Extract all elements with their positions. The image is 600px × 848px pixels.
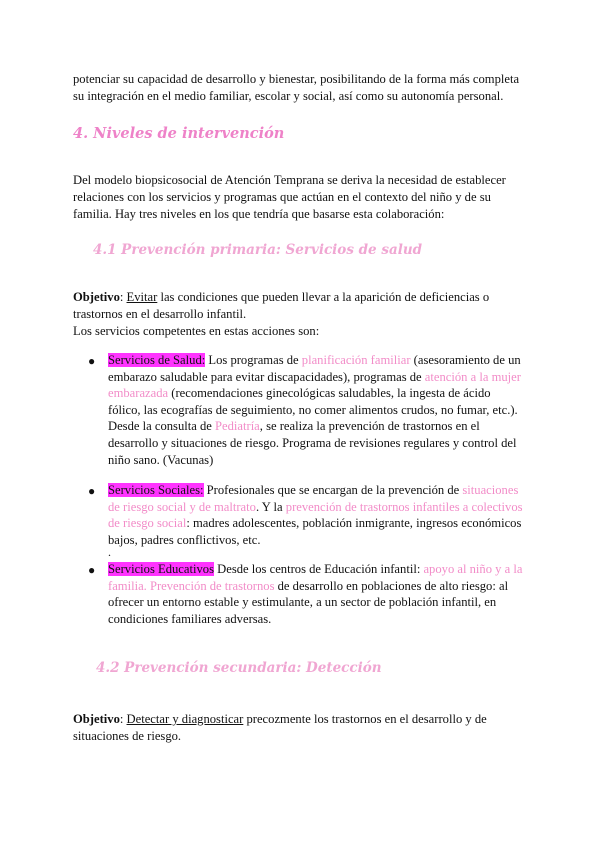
- item-label: Servicios de Salud:: [108, 353, 206, 367]
- objective-text: las condiciones que pueden llevar a la aparición de deficiencias o trastornos en el desarrollo infantil.: [73, 290, 490, 321]
- services-intro: Los servicios competentes en estas acciones son:: [73, 324, 320, 338]
- objective-separator: :: [119, 290, 127, 304]
- item-pink-text: atención a la mujer embarazada: [108, 369, 521, 401]
- objective-label: Objetivo: [73, 712, 120, 726]
- list-item-servicios-educativos: [108, 561, 526, 627]
- item-pink-text: Pediatría: [215, 419, 260, 434]
- objective-text: precozmente los trastornos en el desarrollo y de situaciones de riesgo.: [73, 712, 487, 743]
- list-item-servicios-salud: [108, 352, 526, 468]
- section-heading-4-1: 4.1 Prevención primaria: Servicios de salud: [93, 242, 423, 258]
- item-text: Profesionales que se encargan de la prevención de: [203, 483, 463, 497]
- item-pink-text: prevención de trastornos infantiles a colectivos de riesgo social: [108, 499, 523, 531]
- item-text: : madres adolescentes, población inmigrante, ingresos económicos bajos, padres conflictivos, etc.: [108, 516, 522, 547]
- bullet-icon: ●: [88, 563, 96, 577]
- list-item-servicios-sociales: [108, 482, 526, 548]
- objective-separator: :: [119, 712, 127, 726]
- section-heading-4: 4. Niveles de intervención: [73, 125, 285, 142]
- item-pink-text: situaciones de riesgo social y de maltrato: [108, 483, 519, 514]
- item-text: (asesoramiento de un embarazo saludable para evitar discapacidades), programas de: [108, 353, 521, 384]
- objective-label: Objetivo: [73, 290, 120, 304]
- item-label: Servicios Educativos: [108, 562, 214, 576]
- item-text: Desde los centros de Educación infantil:: [213, 562, 424, 576]
- item-pink-text: planificación familiar: [301, 353, 411, 367]
- item-text: . Y la: [255, 499, 286, 514]
- item-text: (recomendaciones ginecológicas saludables, la ingesta de ácido fólico, las ecografías de seguimiento, no comer alimentos crudos, no fumar, etc.). Desde la consulta de: [108, 386, 518, 434]
- bullet-icon: ●: [88, 354, 96, 368]
- objective-4-1: [73, 289, 528, 340]
- item-label: Servicios Sociales:: [108, 483, 204, 497]
- bullet-icon: ●: [88, 484, 96, 498]
- objective-4-2: [73, 711, 528, 745]
- item-text: Los programas de: [205, 353, 302, 367]
- stray-dot: .: [108, 545, 111, 559]
- section-heading-4-2: 4.2 Prevención secundaria: Detección: [96, 660, 382, 676]
- item-pink-text: apoyo al niño y a la familia. Prevención de trastornos: [108, 562, 523, 593]
- item-text: de desarrollo en poblaciones de alto riesgo: al ofrecer un entorno estable y estimulante, a un sector de población infantil, en condiciones familiares adversas.: [108, 578, 509, 626]
- intro-paragraph: potenciar su capacidad de desarrollo y bienestar, posibilitando de la forma más completa su integración en el medio familiar, escolar y social, así como su autonomía personal.: [73, 72, 520, 103]
- section-4-paragraph: Del modelo biopsicosocial de Atención Temprana se deriva la necesidad de establecer relaciones con los servicios y programas que actúan en el contexto del niño y de su familia. Hay tres niveles en los que tendría que basarse esta colaboración:: [73, 173, 506, 221]
- objective-verb: Detectar y diagnosticar: [126, 712, 244, 726]
- objective-verb: Evitar: [126, 290, 158, 304]
- item-text: , se realiza la prevención de trastornos en el desarrollo y situaciones de riesgo. Programa de revisiones regulares y control del niño sano. (Vacunas): [108, 419, 517, 467]
